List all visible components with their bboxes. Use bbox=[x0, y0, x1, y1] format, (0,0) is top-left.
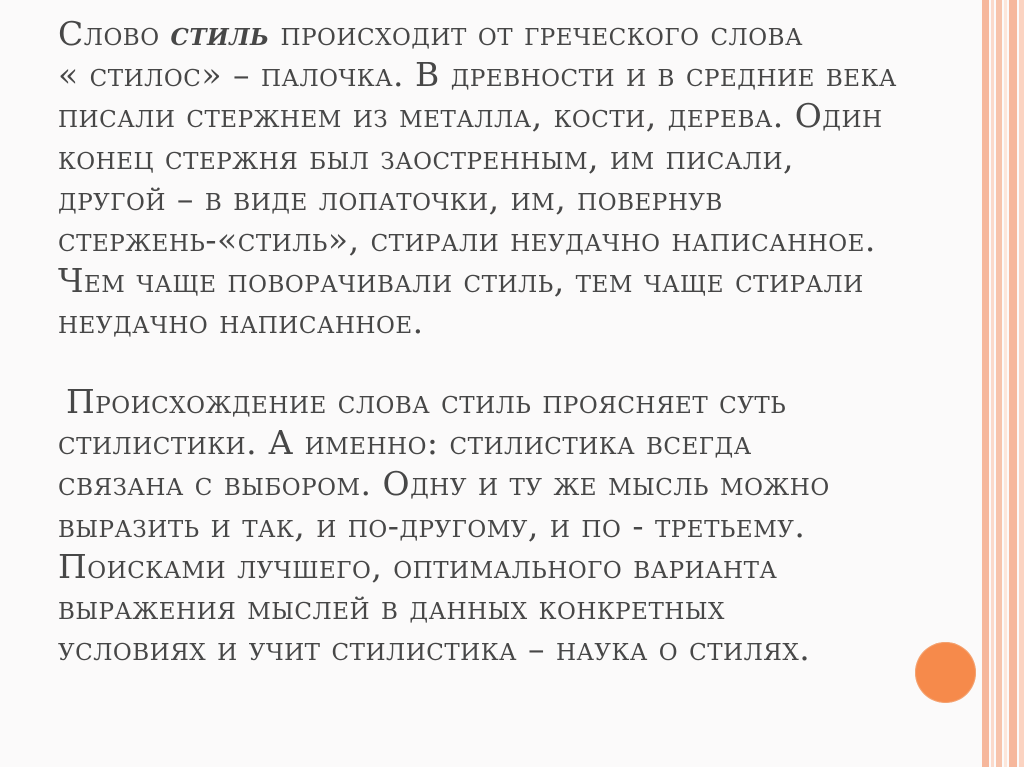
paragraph-line: Чем чаще поворачивали стиль, тем чаще стирали bbox=[58, 261, 864, 301]
paragraph-stylistics bbox=[58, 381, 958, 669]
paragraph-line: выразить и так, и по-другому, и по - третьему. bbox=[58, 505, 806, 545]
decorative-stripe bbox=[1004, 0, 1007, 767]
paragraph-origin-of-word bbox=[58, 13, 958, 343]
decorative-stripe bbox=[1019, 0, 1024, 767]
decorative-stripe bbox=[991, 0, 994, 767]
paragraph-line bbox=[58, 13, 958, 54]
paragraph-line: другой – в виде лопаточки, им, повернув bbox=[58, 178, 723, 218]
emphasized-word: стиль bbox=[170, 14, 270, 53]
decorative-stripe bbox=[1009, 0, 1017, 767]
paragraph-line: связана с выбором. Одну и ту же мысль можно bbox=[58, 464, 830, 504]
paragraph-line: стилистики. А именно: стилистика всегда bbox=[58, 423, 752, 463]
paragraph-line: Поисками лучшего, оптимального варианта bbox=[58, 546, 778, 586]
paragraph-line: « стилос» – палочка. В древности и в средние века bbox=[58, 55, 897, 95]
paragraph-line: выражения мыслей в данных конкретных bbox=[58, 588, 725, 628]
paragraph-line: конец стержня был заостренным, им писали, bbox=[58, 137, 794, 177]
orange-circle-decoration bbox=[915, 642, 976, 703]
line-end-text: происходит от греческого слова bbox=[269, 14, 803, 53]
paragraph-line: Происхождение слова стиль проясняет суть bbox=[66, 382, 787, 421]
paragraph-line: стержень-«стиль», стирали неудачно написанное. bbox=[58, 220, 876, 260]
paragraph-line: неудачно написанное. bbox=[58, 302, 424, 342]
paragraph-line: условиях и учит стилистика – наука о стилях. bbox=[58, 629, 811, 669]
decorative-stripe bbox=[982, 0, 989, 767]
line-start-text: Слово bbox=[58, 14, 171, 53]
paragraph-line: писали стержнем из металла, кости, дерева. Один bbox=[58, 96, 883, 136]
decorative-stripe bbox=[996, 0, 1002, 767]
